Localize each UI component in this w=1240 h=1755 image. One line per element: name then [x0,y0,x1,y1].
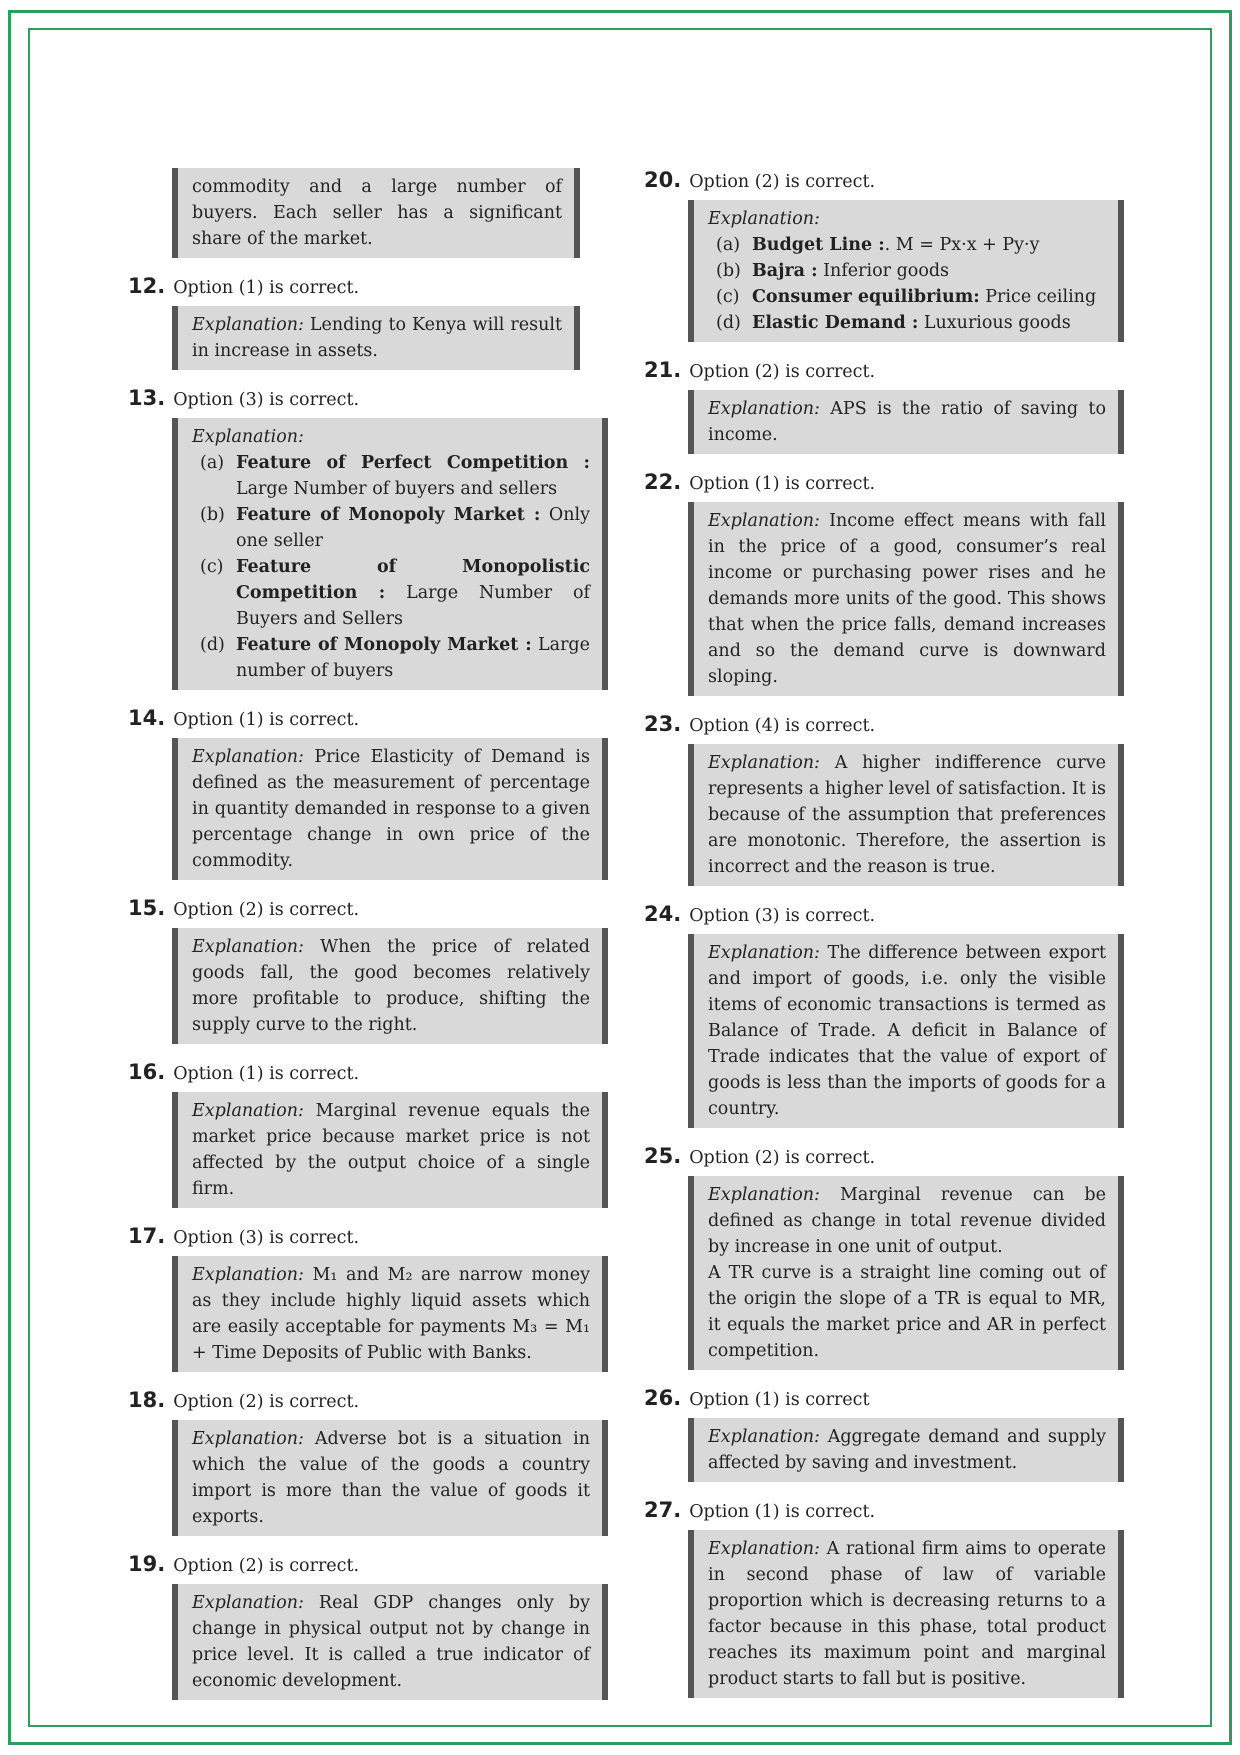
list-item [200,554,590,632]
list-item [716,284,1106,310]
item-term: Feature of Monopolistic Competition : [236,557,590,603]
question-15 [128,896,608,1044]
explanation-box [688,1530,1124,1698]
explanation-text: A higher indifference curve represents a higher level of satisfaction. It is because of the assumption that preferences are monotonic. Therefore, the assertion is incorrect and the reason is true. [708,753,1106,877]
explanation-label: Explanation: [192,937,304,957]
explanation-box [172,928,608,1044]
explanation-label: Explanation: [708,753,820,773]
explanation-text: Price Elasticity of Demand is defined as the measurement of percentage in quantity demanded in response to a given percentage change in own price of the commodity. [192,747,590,871]
explanation-box [172,418,608,690]
question-number: 14. [128,706,166,730]
item-desc: Large Number of Buyers and Sellers [236,583,590,629]
item-desc: Luxurious goods [918,313,1071,333]
list-item [200,502,590,554]
explanation-text: Income effect means with fall in the price of a good, consumer’s real income or purchasing power rises and he demands more units of the good. This shows that when the price falls, demand increases and so the demand curve is downward sloping. [708,511,1106,687]
question-19 [128,1552,608,1700]
question-answer: Option (2) is correct. [173,1392,360,1412]
question-answer: Option (2) is correct. [173,1556,360,1576]
explanation-label: Explanation: [708,399,820,419]
match-list [192,450,590,684]
question-27 [644,1498,1124,1698]
explanation-label: Explanation: [708,209,820,229]
question-answer: Option (1) is correct [689,1390,870,1410]
left-column [128,168,608,1716]
explanation-box [172,306,580,370]
item-key: (c) [716,287,740,307]
explanation-text: APS is the ratio of saving to income. [708,399,1106,445]
explanation-label: Explanation: [192,1593,304,1613]
question-answer: Option (3) is correct. [689,906,876,926]
item-desc: Large number of buyers [236,635,590,681]
question-answer: Option (1) is correct. [173,278,360,298]
question-answer: Option (2) is correct. [689,362,876,382]
question-answer: Option (1) is correct. [689,474,876,494]
explanation-text: The difference between export and import of goods, i.e. only the visible items of economic transactions is termed as Balance of Trade. A deficit in Balance of Trade indicates that the value of export of goods is less than the imports of goods for a country. [708,943,1106,1119]
question-number: 12. [128,274,166,298]
question-26 [644,1386,1124,1482]
continuation-block [128,168,608,258]
question-answer: Option (3) is correct. [173,390,360,410]
explanation-label: Explanation: [708,1539,820,1559]
question-20 [644,168,1124,342]
question-number: 24. [644,902,682,926]
explanation-label: Explanation: [708,943,820,963]
item-desc: . M = Px·x + Py·y [884,235,1040,255]
question-number: 25. [644,1144,682,1168]
question-25 [644,1144,1124,1370]
explanation-label: Explanation: [708,1427,820,1447]
explanation-box [688,390,1124,454]
explanation-text: When the price of related goods fall, the good becomes relatively more profitable to produce, shifting the supply curve to the right. [192,937,590,1035]
explanation-box [688,744,1124,886]
explanation-box [688,1176,1124,1370]
item-key: (b) [716,261,741,281]
explanation-box [688,934,1124,1128]
item-key: (a) [200,453,225,473]
question-23 [644,712,1124,886]
question-number: 17. [128,1224,166,1248]
question-answer: Option (2) is correct. [689,172,876,192]
explanation-text: Lending to Kenya will result in increase in assets. [192,315,562,361]
item-desc: Price ceiling [979,287,1097,307]
item-term: Consumer equilibrium: [752,287,980,307]
item-term: Budget Line : [752,235,885,255]
item-key: (d) [200,635,225,655]
explanation-label: Explanation: [192,1265,304,1285]
explanation-box [688,502,1124,696]
question-21 [644,358,1124,454]
explanation-text: Adverse bot is a situation in which the value of the goods a country import is more than the value of goods it exports. [192,1429,590,1527]
item-key: (b) [200,505,225,525]
question-number: 26. [644,1386,682,1410]
explanation-text: Marginal revenue can be defined as change in total revenue divided by increase in one unit of output. [708,1185,1106,1257]
question-17 [128,1224,608,1372]
item-term: Feature of Perfect Competition : [236,453,590,473]
list-item [716,232,1106,258]
item-desc: Large Number of buyers and sellers [236,479,558,499]
item-term: Feature of Monopoly Market : [236,505,541,525]
question-18 [128,1388,608,1536]
explanation-box [688,1418,1124,1482]
question-number: 19. [128,1552,166,1576]
continuation-explanation [172,168,580,258]
item-desc: Inferior goods [817,261,950,281]
explanation-label: Explanation: [192,747,304,767]
question-number: 23. [644,712,682,736]
question-12 [128,274,608,370]
explanation-text: M₁ and M₂ are narrow money as they include highly liquid assets which are easily acceptable for payments M₃ = M₁ + Time Deposits of Public with Banks. [192,1265,590,1363]
explanation-text: Aggregate demand and supply affected by saving and investment. [708,1427,1106,1473]
continuation-text: commodity and a large number of buyers. Each seller has a significant share of the market. [192,177,562,249]
item-term: Elastic Demand : [752,313,919,333]
question-answer: Option (1) is correct. [689,1502,876,1522]
explanation-box [172,1256,608,1372]
question-24 [644,902,1124,1128]
explanation-label: Explanation: [192,1101,304,1121]
question-13 [128,386,608,690]
explanation-label: Explanation: [192,315,304,335]
item-key: (c) [200,557,224,577]
question-answer: Option (2) is correct. [689,1148,876,1168]
question-number: 21. [644,358,682,382]
item-key: (a) [716,235,741,255]
question-number: 16. [128,1060,166,1084]
question-22 [644,470,1124,696]
match-list [708,232,1106,336]
list-item [716,258,1106,284]
item-term: Feature of Monopoly Market : [236,635,532,655]
question-number: 27. [644,1498,682,1522]
explanation-text-2: A TR curve is a straight line coming out of the origin the slope of a TR is equal to MR, it equals the market price and AR in perfect competition. [708,1263,1106,1361]
list-item [716,310,1106,336]
question-answer: Option (1) is correct. [173,710,360,730]
explanation-box [688,200,1124,342]
item-desc: Only one seller [236,505,590,551]
explanation-text: Marginal revenue equals the market price because market price is not affected by the output choice of a single firm. [192,1101,590,1199]
explanation-label: Explanation: [192,427,304,447]
item-key: (d) [716,313,741,333]
list-item [200,450,590,502]
question-number: 20. [644,168,682,192]
explanation-label: Explanation: [192,1429,304,1449]
question-16 [128,1060,608,1208]
explanation-box [172,1420,608,1536]
item-term: Bajra : [752,261,818,281]
explanation-label: Explanation: [708,1185,820,1205]
question-answer: Option (3) is correct. [173,1228,360,1248]
explanation-label: Explanation: [708,511,820,531]
question-14 [128,706,608,880]
explanation-box [172,1092,608,1208]
question-number: 15. [128,896,166,920]
list-item [200,632,590,684]
explanation-box [172,1584,608,1700]
question-number: 18. [128,1388,166,1412]
explanation-text: A rational firm aims to operate in second phase of law of variable proportion which is decreasing returns to a factor because in this phase, total product reaches its maximum point and marginal product starts to fall but is positive. [708,1539,1106,1689]
question-answer: Option (2) is correct. [173,900,360,920]
explanation-text: Real GDP changes only by change in physical output not by change in price level. It is called a true indicator of economic development. [192,1593,590,1691]
right-column [644,168,1124,1714]
question-answer: Option (1) is correct. [173,1064,360,1084]
explanation-box [172,738,608,880]
question-answer: Option (4) is correct. [689,716,876,736]
question-number: 13. [128,386,166,410]
question-number: 22. [644,470,682,494]
